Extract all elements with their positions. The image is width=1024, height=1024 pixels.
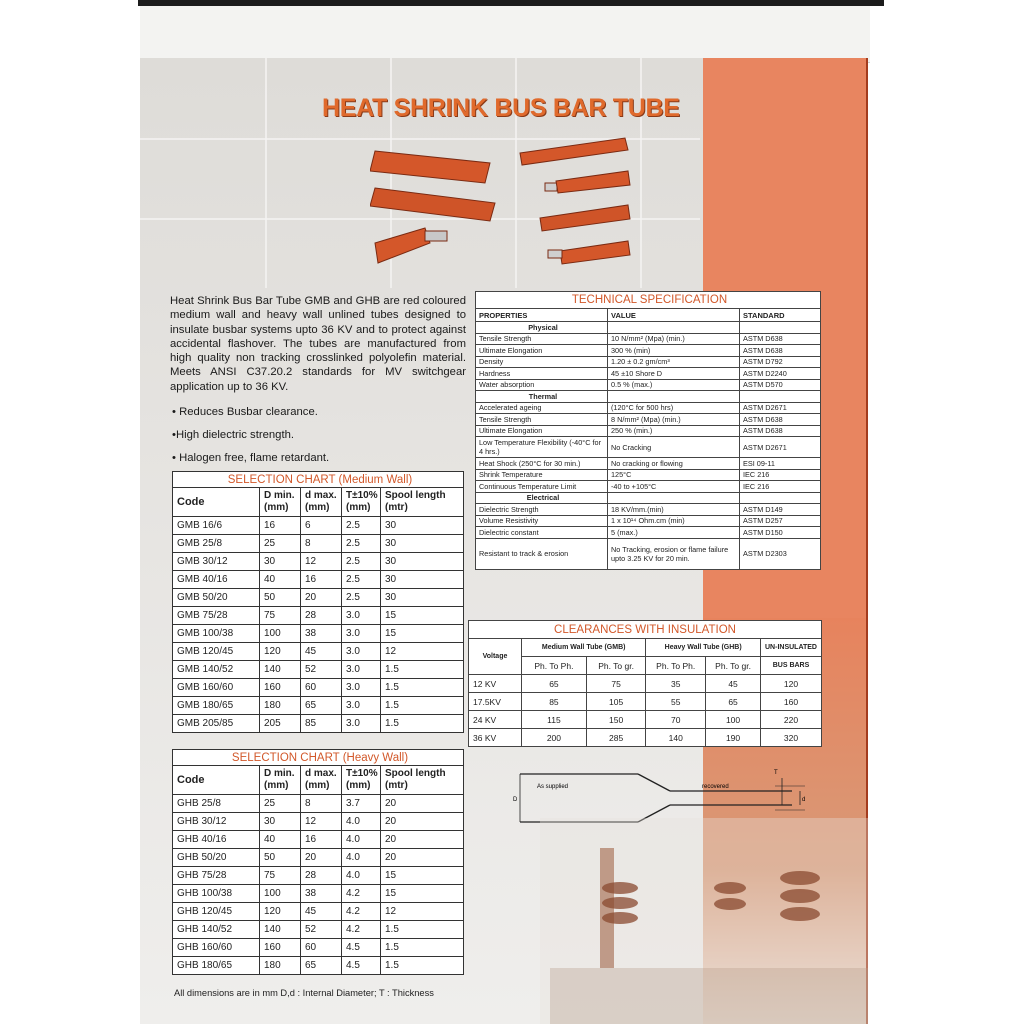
table-caption: TECHNICAL SPECIFICATION — [476, 292, 821, 309]
cell-property: Dielectric Strength — [476, 504, 608, 516]
col-code: Code — [173, 488, 260, 517]
cell-value: 18 KV/mm.(min) — [608, 504, 740, 516]
table-row — [173, 957, 464, 975]
cell-code: GMB 75/28 — [173, 607, 260, 625]
col-bus-bars: BUS BARS — [761, 657, 822, 675]
cell-spool: 30 — [381, 517, 464, 535]
col-value: VALUE — [608, 309, 740, 322]
cell-property: Density — [476, 356, 608, 368]
cell-code: GHB 40/16 — [173, 831, 260, 849]
cell-spool: 30 — [381, 589, 464, 607]
cell-dmin: 75 — [260, 607, 301, 625]
cell-value: 85 — [522, 693, 587, 711]
cell-code: GHB 120/45 — [173, 903, 260, 921]
table-row — [173, 589, 464, 607]
cell-dmin: 180 — [260, 957, 301, 975]
col-medium-wall: Medium Wall Tube (GMB) — [522, 639, 646, 657]
cell-standard: ASTM D2671 — [740, 402, 821, 414]
table-row — [476, 345, 821, 357]
cell-section: Physical — [476, 322, 608, 334]
cell-spool: 1.5 — [381, 715, 464, 733]
table-row — [476, 333, 821, 345]
section-row — [476, 492, 821, 504]
cell-value: 35 — [646, 675, 706, 693]
cell-code: GHB 75/28 — [173, 867, 260, 885]
table-row — [476, 402, 821, 414]
cell-dmin: 140 — [260, 921, 301, 939]
section-row — [476, 322, 821, 334]
cell-t: 3.0 — [342, 625, 381, 643]
cell-dmax: 65 — [301, 697, 342, 715]
col-dmin: D min. (mm) — [260, 766, 301, 795]
feature-list — [172, 406, 329, 475]
cell-value: 105 — [586, 693, 645, 711]
cell-code: GMB 140/52 — [173, 661, 260, 679]
cell-value: 200 — [522, 729, 587, 747]
cell-dmin: 75 — [260, 867, 301, 885]
table-row — [476, 504, 821, 516]
cell-standard: ASTM D638 — [740, 414, 821, 426]
cell-standard: ASTM D2671 — [740, 437, 821, 458]
cell-t: 3.0 — [342, 679, 381, 697]
cell-t: 3.0 — [342, 697, 381, 715]
cell-t: 4.2 — [342, 921, 381, 939]
table-row — [173, 921, 464, 939]
cell-t: 4.0 — [342, 813, 381, 831]
cell-dmin: 100 — [260, 625, 301, 643]
section-row — [476, 391, 821, 403]
table-row — [173, 903, 464, 921]
table-row — [476, 538, 821, 569]
cell-standard: ASTM D2240 — [740, 368, 821, 380]
cell-empty — [608, 322, 740, 334]
cell-t: 2.5 — [342, 589, 381, 607]
col-heavy-wall: Heavy Wall Tube (GHB) — [646, 639, 761, 657]
cell-value: 1 x 10¹⁴ Ohm.cm (min) — [608, 515, 740, 527]
cell-code: GMB 30/12 — [173, 553, 260, 571]
cell-dmin: 40 — [260, 571, 301, 589]
cell-property: Ultimate Elongation — [476, 425, 608, 437]
cell-standard: ESI 09-11 — [740, 458, 821, 470]
cell-property: Hardness — [476, 368, 608, 380]
cell-standard: ASTM D150 — [740, 527, 821, 539]
selection-chart-heavy-wall — [172, 749, 464, 975]
cell-dmin: 50 — [260, 589, 301, 607]
cell-value: 45 ±10 Shore D — [608, 368, 740, 380]
cell-empty — [740, 492, 821, 504]
table-row — [173, 679, 464, 697]
cell-spool: 1.5 — [381, 697, 464, 715]
cell-property: Accelerated ageing — [476, 402, 608, 414]
cell-dmax: 20 — [301, 589, 342, 607]
cell-dmax: 8 — [301, 795, 342, 813]
col-voltage: Voltage — [469, 639, 522, 675]
cell-property: Volume Resistivity — [476, 515, 608, 527]
cell-spool: 20 — [381, 813, 464, 831]
table-row — [173, 939, 464, 957]
cell-dmax: 6 — [301, 517, 342, 535]
technical-specification — [475, 291, 821, 570]
cell-property: Continuous Temperature Limit — [476, 481, 608, 493]
cell-dmin: 25 — [260, 535, 301, 553]
cell-t: 4.2 — [342, 885, 381, 903]
cell-t: 3.0 — [342, 607, 381, 625]
table-caption: CLEARANCES WITH INSULATION — [469, 621, 822, 639]
table-row — [173, 607, 464, 625]
col-spool: Spool length (mtr) — [381, 766, 464, 795]
cell-spool: 20 — [381, 849, 464, 867]
cell-dmin: 30 — [260, 553, 301, 571]
cell-property: Tensile Strength — [476, 414, 608, 426]
label-recovered: recovered — [702, 784, 729, 790]
cell-dmin: 40 — [260, 831, 301, 849]
cell-voltage: 36 KV — [469, 729, 522, 747]
cell-standard: ASTM D570 — [740, 379, 821, 391]
cell-value: 320 — [761, 729, 822, 747]
cell-code: GMB 160/60 — [173, 679, 260, 697]
tube-product-photo — [370, 133, 670, 283]
cell-standard: ASTM D2303 — [740, 538, 821, 569]
table-row — [476, 527, 821, 539]
cell-spool: 30 — [381, 571, 464, 589]
table-row — [476, 425, 821, 437]
cell-property: Resistant to track & erosion — [476, 538, 608, 569]
page-fold — [140, 6, 870, 63]
table-row — [173, 571, 464, 589]
cell-empty — [740, 322, 821, 334]
table-row — [173, 885, 464, 903]
table-caption: SELECTION CHART (Heavy Wall) — [173, 750, 464, 766]
col-dmax: d max. (mm) — [301, 488, 342, 517]
page-title: HEAT SHRINK BUS BAR TUBE — [322, 94, 680, 122]
cell-property: Heat Shock (250°C for 30 min.) — [476, 458, 608, 470]
cell-t: 3.0 — [342, 661, 381, 679]
cell-spool: 1.5 — [381, 957, 464, 975]
cell-value: 250 % (min.) — [608, 425, 740, 437]
col-uninsulated: UN-INSULATED — [761, 639, 822, 657]
cell-value: 55 — [646, 693, 706, 711]
table-row — [173, 795, 464, 813]
cell-property: Dielectric constant — [476, 527, 608, 539]
cell-code: GHB 180/65 — [173, 957, 260, 975]
cell-standard: IEC 216 — [740, 469, 821, 481]
cell-value: 150 — [586, 711, 645, 729]
cell-dmin: 205 — [260, 715, 301, 733]
table-row — [476, 469, 821, 481]
cell-spool: 1.5 — [381, 939, 464, 957]
cell-dmax: 60 — [301, 939, 342, 957]
cell-value: No Cracking — [608, 437, 740, 458]
cell-dmin: 140 — [260, 661, 301, 679]
cell-dmax: 12 — [301, 813, 342, 831]
table-row — [173, 697, 464, 715]
cell-voltage: 12 KV — [469, 675, 522, 693]
table-row — [476, 481, 821, 493]
table-row — [469, 675, 822, 693]
col-dmax: d max. (mm) — [301, 766, 342, 795]
feature-item: • Reduces Busbar clearance. — [172, 406, 318, 418]
cell-dmin: 50 — [260, 849, 301, 867]
cell-code: GMB 100/38 — [173, 625, 260, 643]
cell-value: 65 — [706, 693, 761, 711]
cell-spool: 30 — [381, 535, 464, 553]
cell-section: Thermal — [476, 391, 608, 403]
cell-dmin: 180 — [260, 697, 301, 715]
cell-code: GHB 100/38 — [173, 885, 260, 903]
cell-dmin: 100 — [260, 885, 301, 903]
cell-spool: 15 — [381, 625, 464, 643]
brochure-page — [140, 58, 868, 1024]
cell-spool: 1.5 — [381, 921, 464, 939]
table-row — [476, 368, 821, 380]
cell-spool: 1.5 — [381, 679, 464, 697]
cell-value: 220 — [761, 711, 822, 729]
cell-t: 4.0 — [342, 867, 381, 885]
table-row — [173, 813, 464, 831]
cell-dmin: 16 — [260, 517, 301, 535]
col-thickness: T±10% (mm) — [342, 488, 381, 517]
cell-t: 2.5 — [342, 517, 381, 535]
cell-value: 140 — [646, 729, 706, 747]
cell-dmax: 16 — [301, 831, 342, 849]
cell-value: -40 to +105°C — [608, 481, 740, 493]
cell-t: 2.5 — [342, 535, 381, 553]
cell-dmax: 8 — [301, 535, 342, 553]
cell-value: 300 % (min) — [608, 345, 740, 357]
cell-value: 125°C — [608, 469, 740, 481]
cell-code: GMB 120/45 — [173, 643, 260, 661]
col-properties: PROPERTIES — [476, 309, 608, 322]
col-thickness: T±10% (mm) — [342, 766, 381, 795]
cell-value: 115 — [522, 711, 587, 729]
cell-code: GMB 16/6 — [173, 517, 260, 535]
cell-value: 160 — [761, 693, 822, 711]
cell-t: 4.5 — [342, 939, 381, 957]
col-standard: STANDARD — [740, 309, 821, 322]
cell-standard: ASTM D638 — [740, 345, 821, 357]
cell-code: GMB 205/85 — [173, 715, 260, 733]
cell-code: GHB 160/60 — [173, 939, 260, 957]
table-row — [173, 625, 464, 643]
cell-empty — [740, 391, 821, 403]
cell-t: 2.5 — [342, 553, 381, 571]
cell-value: 8 N/mm² (Mpa) (min.) — [608, 414, 740, 426]
sub-ph-gr: Ph. To gr. — [706, 657, 761, 675]
cell-property: Ultimate Elongation — [476, 345, 608, 357]
table-row — [173, 553, 464, 571]
cell-standard: ASTM D638 — [740, 425, 821, 437]
cell-value: 1.20 ± 0.2 gm/cm³ — [608, 356, 740, 368]
selection-chart-medium-wall — [172, 471, 464, 733]
cell-dmax: 52 — [301, 921, 342, 939]
cell-spool: 20 — [381, 831, 464, 849]
table-row — [469, 729, 822, 747]
sub-ph-gr: Ph. To gr. — [586, 657, 645, 675]
cell-section: Electrical — [476, 492, 608, 504]
cell-dmax: 38 — [301, 625, 342, 643]
table-row — [476, 515, 821, 527]
cell-code: GMB 180/65 — [173, 697, 260, 715]
sub-ph-ph: Ph. To Ph. — [646, 657, 706, 675]
dimensions-footnote: All dimensions are in mm D,d : Internal Diameter; T : Thickness — [174, 988, 434, 998]
cell-dmin: 30 — [260, 813, 301, 831]
cell-t: 4.0 — [342, 831, 381, 849]
cell-dmax: 12 — [301, 553, 342, 571]
cell-dmax: 65 — [301, 957, 342, 975]
cell-dmax: 45 — [301, 903, 342, 921]
cell-dmax: 28 — [301, 867, 342, 885]
cell-value: 285 — [586, 729, 645, 747]
cell-property: Low Temperature Flexibility (-40°C for 4 hrs.) — [476, 437, 608, 458]
cell-value: 5 (max.) — [608, 527, 740, 539]
col-spool: Spool length (mtr) — [381, 488, 464, 517]
cell-dmin: 120 — [260, 643, 301, 661]
cell-standard: IEC 216 — [740, 481, 821, 493]
cell-spool: 15 — [381, 607, 464, 625]
table-row — [476, 458, 821, 470]
cell-voltage: 17.5KV — [469, 693, 522, 711]
cell-t: 3.0 — [342, 643, 381, 661]
cell-value: 100 — [706, 711, 761, 729]
cell-spool: 12 — [381, 903, 464, 921]
cell-dmin: 25 — [260, 795, 301, 813]
cell-dmin: 120 — [260, 903, 301, 921]
cell-dmin: 160 — [260, 679, 301, 697]
cell-dmax: 20 — [301, 849, 342, 867]
cell-t: 4.0 — [342, 849, 381, 867]
table-row — [469, 711, 822, 729]
cell-spool: 20 — [381, 795, 464, 813]
cell-spool: 1.5 — [381, 661, 464, 679]
cell-t: 4.2 — [342, 903, 381, 921]
cell-code: GMB 50/20 — [173, 589, 260, 607]
cell-value: 190 — [706, 729, 761, 747]
cell-dmax: 52 — [301, 661, 342, 679]
clearances-table — [468, 620, 822, 747]
cell-value: 45 — [706, 675, 761, 693]
label-as-supplied: As supplied — [537, 784, 569, 790]
cell-t: 2.5 — [342, 571, 381, 589]
table-row — [476, 414, 821, 426]
table-caption: SELECTION CHART (Medium Wall) — [173, 472, 464, 488]
cell-spool: 30 — [381, 553, 464, 571]
table-row — [173, 867, 464, 885]
cell-dmax: 38 — [301, 885, 342, 903]
table-row — [173, 849, 464, 867]
cell-value: 65 — [522, 675, 587, 693]
col-code: Code — [173, 766, 260, 795]
cell-empty — [608, 492, 740, 504]
cell-value: 70 — [646, 711, 706, 729]
cell-standard: ASTM D149 — [740, 504, 821, 516]
cell-code: GHB 50/20 — [173, 849, 260, 867]
cell-code: GHB 30/12 — [173, 813, 260, 831]
cell-code: GHB 25/8 — [173, 795, 260, 813]
cell-t: 3.7 — [342, 795, 381, 813]
cell-dmax: 60 — [301, 679, 342, 697]
cell-value: 75 — [586, 675, 645, 693]
cell-t: 4.5 — [342, 957, 381, 975]
cell-property: Tensile Strength — [476, 333, 608, 345]
table-row — [173, 535, 464, 553]
cell-code: GMB 25/8 — [173, 535, 260, 553]
grid-line — [265, 58, 267, 288]
cell-spool: 15 — [381, 885, 464, 903]
label-T: T — [774, 770, 778, 776]
table-row — [476, 379, 821, 391]
table-row — [476, 356, 821, 368]
table-row — [173, 661, 464, 679]
table-row — [476, 437, 821, 458]
cell-dmax: 85 — [301, 715, 342, 733]
cell-value: (120°C for 500 hrs) — [608, 402, 740, 414]
cell-standard: ASTM D638 — [740, 333, 821, 345]
cell-value: No Tracking, erosion or flame failure upto 3.25 KV for 20 min. — [608, 538, 740, 569]
cell-dmax: 16 — [301, 571, 342, 589]
cell-empty — [608, 391, 740, 403]
product-description: Heat Shrink Bus Bar Tube GMB and GHB are red coloured medium wall and heavy wall unlined tubes designed to insulate busbar systems upto 36 KV and to protect against accidental flashover. The tubes are manufactured from high quality non tracking crosslinked polyolefin material. Meets ANSI C37.20.2 standards for MV switchgear application up to 36 KV. — [170, 295, 466, 393]
table-row — [469, 693, 822, 711]
cell-code: GMB 40/16 — [173, 571, 260, 589]
cell-spool: 12 — [381, 643, 464, 661]
table-row — [173, 715, 464, 733]
feature-item: •High dielectric strength. — [172, 429, 294, 441]
col-dmin: D min. (mm) — [260, 488, 301, 517]
cell-voltage: 24 KV — [469, 711, 522, 729]
cell-dmax: 45 — [301, 643, 342, 661]
cell-property: Shrink Temperature — [476, 469, 608, 481]
table-row — [173, 831, 464, 849]
cell-dmax: 28 — [301, 607, 342, 625]
table-row — [173, 517, 464, 535]
cell-standard: ASTM D257 — [740, 515, 821, 527]
feature-item: • Halogen free, flame retardant. — [172, 452, 330, 464]
label-d: d — [802, 797, 806, 803]
cell-spool: 15 — [381, 867, 464, 885]
cell-t: 3.0 — [342, 715, 381, 733]
cell-value: 0.5 % (max.) — [608, 379, 740, 391]
cell-standard: ASTM D792 — [740, 356, 821, 368]
cell-dmin: 160 — [260, 939, 301, 957]
switchgear-photo — [540, 818, 868, 1024]
table-row — [173, 643, 464, 661]
cell-value: 10 N/mm² (Mpa) (min.) — [608, 333, 740, 345]
cell-code: GHB 140/52 — [173, 921, 260, 939]
cell-value: No cracking or flowing — [608, 458, 740, 470]
sub-ph-ph: Ph. To Ph. — [522, 657, 587, 675]
cell-property: Water absorption — [476, 379, 608, 391]
label-D: D — [513, 797, 518, 803]
cell-value: 120 — [761, 675, 822, 693]
